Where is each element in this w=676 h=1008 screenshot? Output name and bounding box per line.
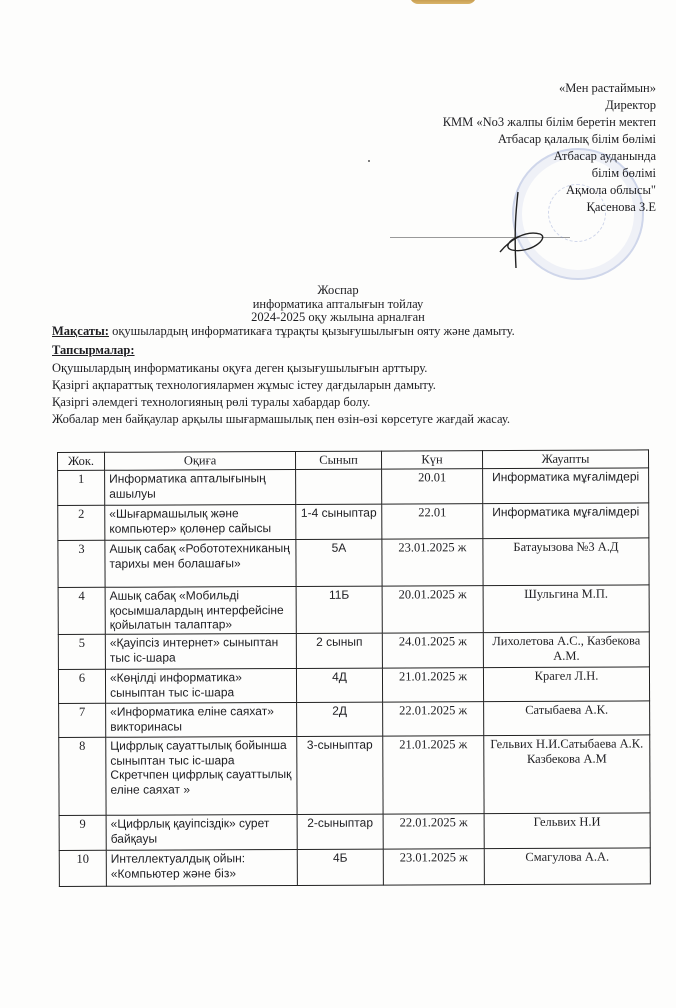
cell-event: Интеллектуалдық ойын: «Компьютер және біз» (106, 849, 297, 886)
cell-responsible: Крагел Л.Н. (483, 667, 649, 702)
header-event: Оқиға (105, 451, 296, 470)
cell-date: 20.01.2025 ж (382, 586, 483, 633)
cell-date: 22.01.2025 ж (383, 814, 484, 849)
cell-number: 1 (58, 470, 105, 505)
cell-date: 24.01.2025 ж (382, 633, 483, 668)
cell-number: 9 (59, 815, 106, 850)
cell-number: 7 (59, 703, 106, 737)
cell-class: 4Д (296, 668, 382, 702)
cell-date: 21.01.2025 ж (382, 668, 483, 702)
table-row (58, 503, 649, 541)
cell-date: 20.01 (382, 469, 483, 504)
cell-class: 2 сынып (296, 633, 382, 668)
cell-responsible: Шульгина М.П. (483, 585, 649, 633)
cell-responsible: Смагулова А.А. (484, 848, 650, 885)
cell-class: 1-4 сыныптар (296, 504, 382, 539)
cell-number: 6 (58, 669, 105, 703)
table-row (59, 735, 650, 816)
speck (368, 160, 370, 162)
table-row (59, 813, 650, 851)
cell-responsible: Сатыбаева А.К. (484, 701, 650, 736)
cell-responsible: Информатика мұғалімдері (483, 468, 649, 504)
cell-date: 23.01.2025 ж (383, 849, 484, 885)
cell-date: 22.01 (382, 504, 483, 539)
cell-responsible: Гельвих Н.И (484, 813, 650, 849)
approval-line: Ақмола облысы" (566, 183, 656, 197)
table-row (59, 848, 650, 887)
title-line: информатика апталығын тойлау (252, 296, 424, 311)
tasks-list (52, 360, 510, 428)
header-number: Жок. (58, 452, 105, 470)
approval-line: Атбасар қалалық білім бөлімі (497, 132, 656, 146)
approval-line: білім бөлімі (591, 166, 656, 180)
cell-class: 3-сыныптар (297, 736, 383, 814)
cell-date: 21.01.2025 ж (383, 736, 484, 814)
table-row (59, 701, 650, 738)
approval-line: Директор (605, 98, 656, 112)
task-item: Қазіргі әлемдегі технологияның рөлі туралы хабардар болу. (52, 395, 371, 409)
events-table (57, 449, 651, 887)
header-responsible: Жауапты (482, 450, 648, 469)
task-item: Қазіргі ақпараттық технологиялармен жұмыс істеу дағдыларын дамыту. (52, 378, 436, 392)
cell-class: 5А (296, 539, 382, 586)
approval-line: КММ «No3 жалпы білім беретін мектеп (442, 115, 656, 129)
goal-label: Мақсаты: (52, 324, 109, 338)
title-line: 2024-2025 оқу жылына арналған (251, 310, 425, 324)
approval-line: Қасенова З.Е (586, 200, 656, 214)
approval-line: Атбасар ауданында (553, 149, 656, 163)
cell-responsible: Информатика мұғалімдері (483, 503, 649, 539)
cell-class: 11Б (296, 586, 382, 633)
tasks-label: Тапсырмалар: (52, 343, 135, 357)
table-row (58, 585, 649, 635)
cell-event: Цифрлық сауаттылық бойынша сыныптан тыс іс-шара Скретчпен цифрлық сауаттылық еліне саяхат » (106, 736, 297, 815)
cell-event: «Информатика еліне саяхат» викторинасы (106, 702, 297, 737)
document-title (0, 284, 676, 325)
cell-date: 22.01.2025 ж (383, 702, 484, 736)
table-row (58, 468, 649, 506)
cell-event: «Қауіпсіз интернет» сыныптан тыс іс-шара (105, 633, 296, 669)
goal-statement (52, 324, 515, 338)
cell-class (296, 469, 382, 504)
cell-number: 2 (58, 505, 105, 540)
cell-number: 5 (58, 634, 105, 669)
cell-class: 2-сыныптар (297, 814, 383, 849)
signature-icon (490, 190, 560, 270)
cell-number: 10 (59, 850, 106, 886)
cell-number: 8 (59, 737, 106, 815)
task-item: Оқушылардың информатиканы оқуға деген қызығушылығын арттыру. (52, 361, 428, 375)
title-line: Жоспар (317, 283, 359, 297)
cell-event: «Көңілді информатика» сыныптан тыс іс-шара (105, 668, 296, 703)
header-class: Сынып (295, 451, 381, 469)
approval-line: «Мен растаймын» (558, 81, 656, 95)
cell-event: «Цифрлық қауіпсіздік» сурет байқауы (106, 814, 297, 850)
cell-event: Информатика апталығының ашылуы (105, 469, 296, 505)
cell-number: 4 (58, 587, 105, 634)
cell-class: 4Б (297, 849, 383, 885)
cell-number: 3 (58, 540, 105, 587)
table-row (58, 538, 649, 588)
cell-event: Ашық сабақ «Робототехниканың тарихы мен болашағы» (105, 539, 296, 587)
table-row (58, 632, 649, 670)
page-edge-stain (410, 0, 476, 4)
cell-date: 23.01.2025 ж (382, 539, 483, 586)
task-item: Жобалар мен байқаулар арқылы шығармашылық пен өзін-өзі көрсетуге жағдай жасау. (52, 412, 511, 426)
cell-class: 2Д (297, 702, 383, 736)
cell-responsible: Лихолетова А.С., Казбекова А.М. (483, 632, 649, 668)
cell-event: «Шығармашылық және компьютер» қолөнер сайысы (105, 504, 296, 540)
table-row (58, 667, 649, 704)
cell-responsible: Гельвих Н.И.Сатыбаева А.К. Казбекова А.М (484, 735, 650, 814)
cell-responsible: Батауызова №3 А.Д (483, 538, 649, 586)
header-date: Күн (381, 451, 482, 469)
goal-text: оқушылардың информатикаға тұрақты қызығушылығын ояту және дамыту. (108, 324, 515, 338)
cell-event: Ашық сабақ «Мобильді қосымшалардың интерфейсіне қойылатын талаптар» (105, 586, 296, 634)
